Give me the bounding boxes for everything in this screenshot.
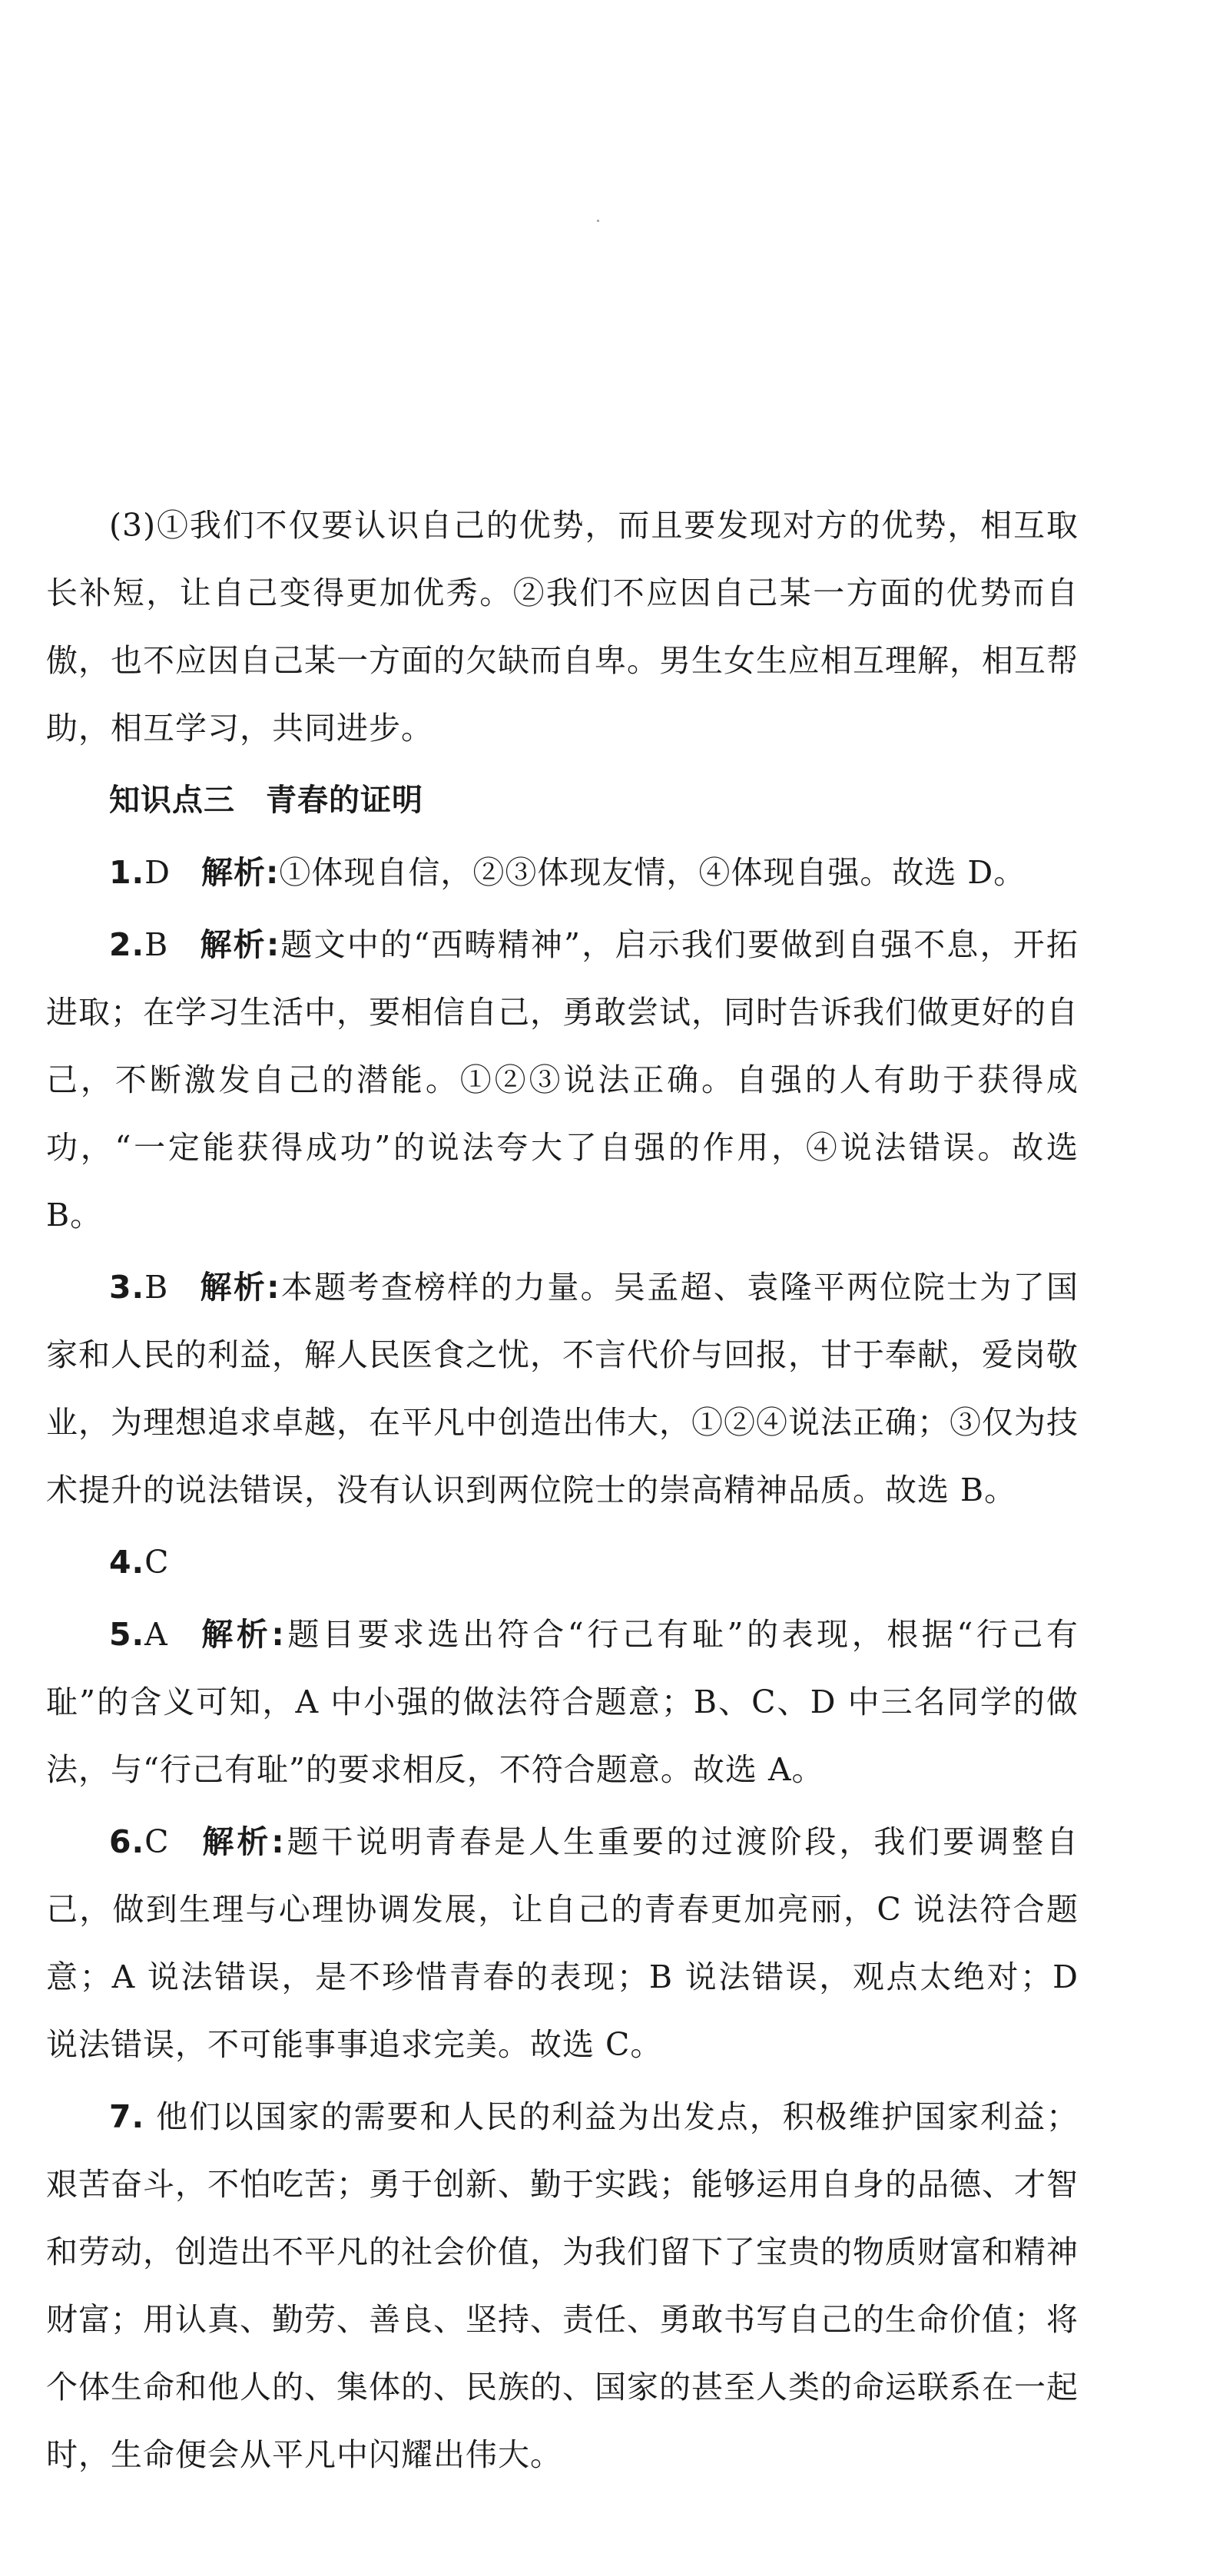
analysis-label: 解析: bbox=[201, 854, 280, 891]
analysis-label: 解析: bbox=[199, 926, 280, 963]
answer-item-2 bbox=[46, 911, 1079, 1249]
item-number: 3. bbox=[109, 1269, 145, 1306]
analysis-text: 题目要求选出符合“行己有耻”的表现，根据“行己有耻”的含义可知，A 中小强的做法符合题意；B、C、D 中三名同学的做法，与“行己有耻”的要求相反，不符合题意。故选 A。 bbox=[46, 1616, 1079, 1788]
analysis-text: 题文中的“西畴精神”，启示我们要做到自强不息，开拓进取；在学习生活中，要相信自己，勇敢尝试，同时告诉我们做更好的自己，不断激发自己的潜能。①②③说法正确。自强的人有助于获得成功，“一定能获得成功”的说法夸大了自强的作用，④说法错误。故选 B。 bbox=[46, 926, 1079, 1233]
item-answer: C bbox=[144, 1544, 170, 1581]
item-number: 2. bbox=[109, 926, 145, 963]
answer-item-3 bbox=[46, 1253, 1079, 1524]
item-number: 4. bbox=[109, 1544, 145, 1581]
item-answer: B bbox=[144, 926, 169, 963]
analysis-text: 本题考查榜样的力量。吴孟超、袁隆平两位院士为了国家和人民的利益，解人民医食之忧，不言代价与回报，甘于奉献，爱岗敬业，为理想追求卓越，在平凡中创造出伟大，①②④说法正确；③仅为技术提升的说法错误，没有认识到两位院士的崇高精神品质。故选 B。 bbox=[46, 1269, 1079, 1508]
section-heading-label: 知识点三 bbox=[109, 783, 235, 818]
item-number: 7. bbox=[109, 2098, 145, 2135]
answer-item-1 bbox=[46, 839, 1079, 906]
answer-item-4 bbox=[46, 1528, 1079, 1596]
answer-content bbox=[46, 492, 1079, 2493]
scan-speck bbox=[597, 220, 599, 222]
answer-item-5 bbox=[46, 1601, 1079, 1803]
answer-item-6 bbox=[46, 1808, 1079, 2078]
part-3-paragraph: (3)①我们不仅要认识自己的优势，而且要发现对方的优势，相互取长补短，让自己变得更加优秀。②我们不应因自己某一方面的优势而自傲，也不应因自己某一方面的欠缺而自卑。男生女生应相互理解，相互帮助，相互学习，共同进步。 bbox=[46, 507, 1079, 747]
item-number: 5. bbox=[109, 1616, 145, 1653]
analysis-label: 解析: bbox=[198, 1616, 285, 1653]
analysis-text: 题干说明青春是人生重要的过渡阶段，我们要调整自己，做到生理与心理协调发展，让自己的青春更加亮丽，C 说法符合题意；A 说法错误，是不珍惜青春的表现；B 说法错误，观点太绝对；D 说法错误，不可能事事追求完美。故选 C。 bbox=[46, 1823, 1079, 2063]
answer-item-7 bbox=[46, 2083, 1079, 2488]
item-number: 6. bbox=[109, 1823, 145, 1860]
analysis-label: 解析: bbox=[199, 1269, 280, 1306]
item-number: 1. bbox=[109, 854, 145, 891]
section-heading bbox=[46, 767, 1079, 834]
item-answer: D bbox=[144, 854, 171, 891]
item-answer: B bbox=[144, 1269, 169, 1306]
analysis-text: ①体现自信，②③体现友情，④体现自强。故选 D。 bbox=[279, 854, 1026, 891]
analysis-label: 解析: bbox=[200, 1823, 285, 1860]
analysis-text: 他们以国家的需要和人民的利益为出发点，积极维护国家利益；艰苦奋斗，不怕吃苦；勇于创新、勤于实践；能够运用自身的品德、才智和劳动，创造出不平凡的社会价值，为我们留下了宝贵的物质财富和精神财富；用认真、勤劳、善良、坚持、责任、勇敢书写自己的生命价值；将个体生命和他人的、集体的、民族的、国家的甚至人类的命运联系在一起时，生命便会从平凡中闪耀出伟大。 bbox=[46, 2098, 1079, 2473]
section-heading-title: 青春的证明 bbox=[266, 783, 423, 818]
item-answer: A bbox=[144, 1616, 168, 1653]
item-answer: C bbox=[144, 1823, 170, 1860]
